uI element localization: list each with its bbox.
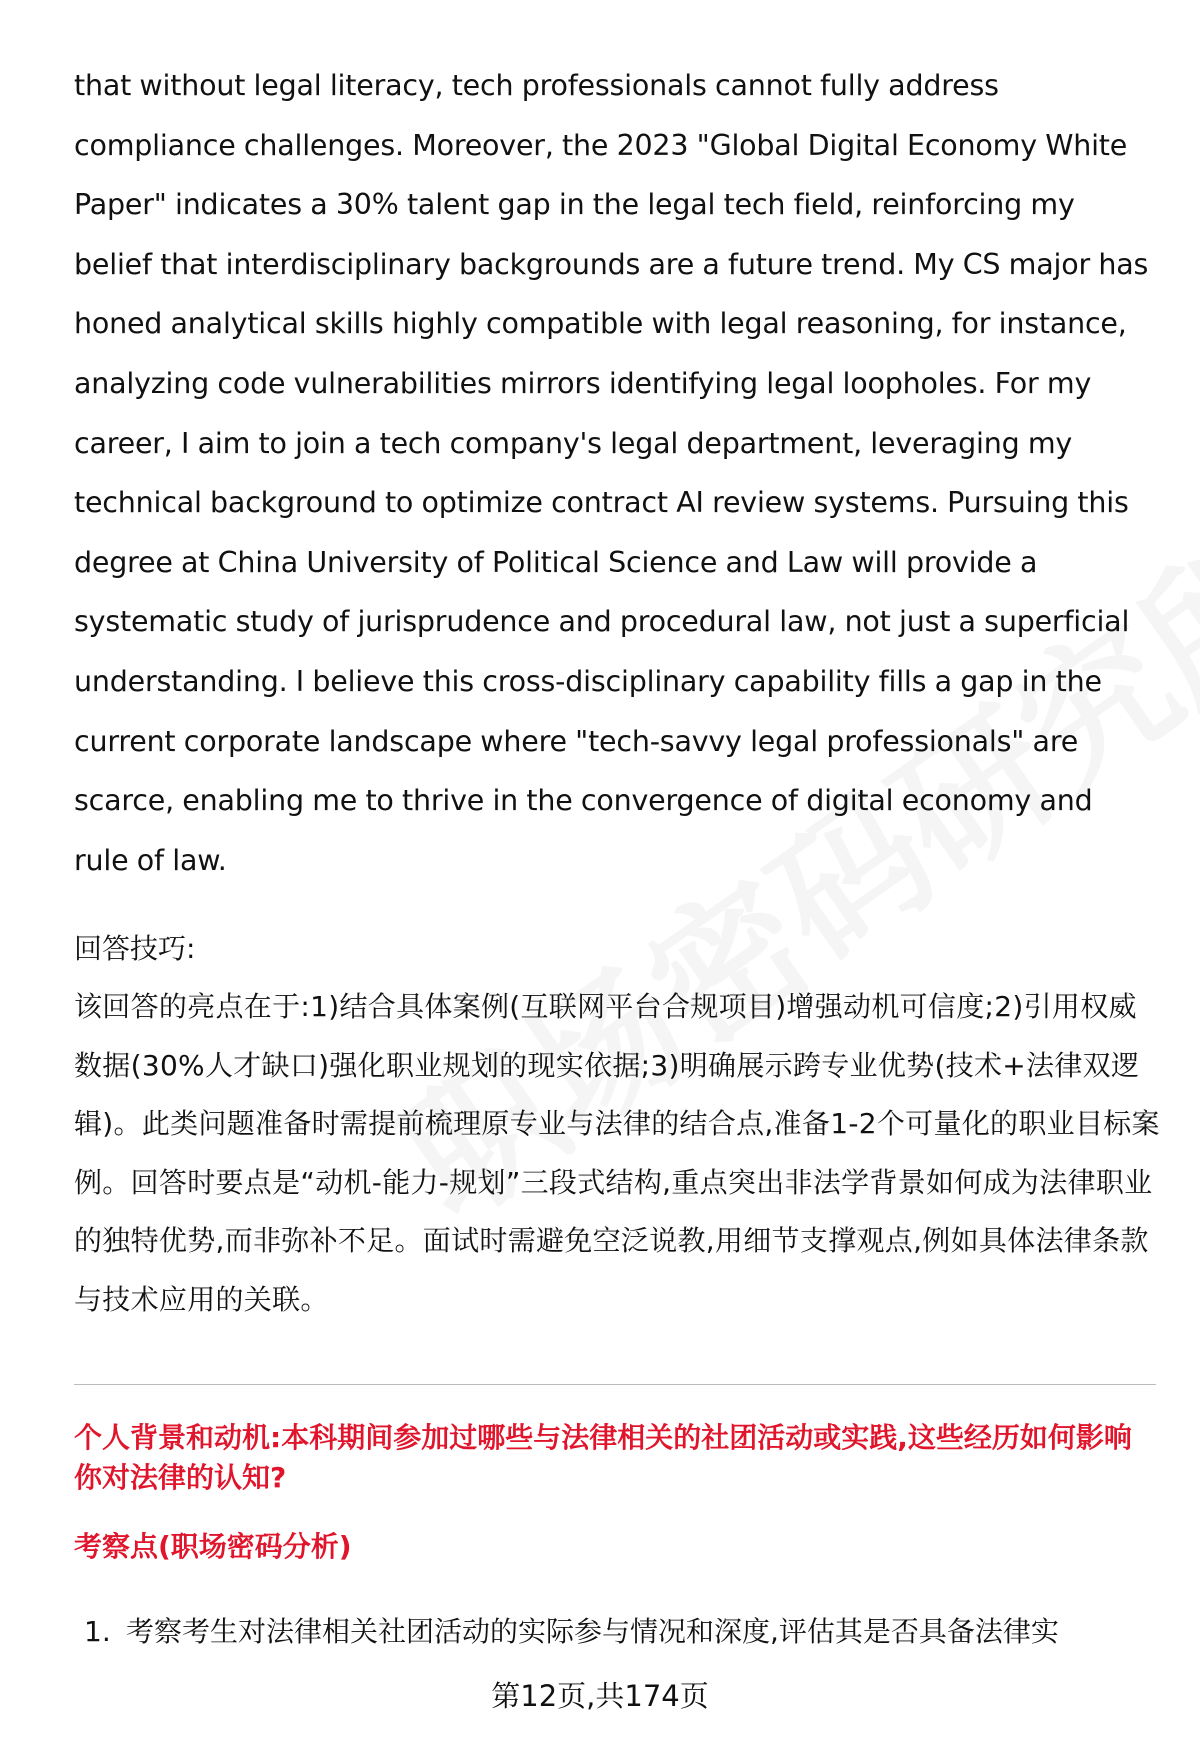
focus-heading: 考察点(职场密码分析) — [74, 1530, 352, 1563]
section-divider — [74, 1384, 1156, 1385]
list-item-number: 1. — [84, 1615, 111, 1648]
page-footer: 第12页,共174页 — [491, 1679, 709, 1713]
answer-paragraph-en: that without legal literacy, tech professionals cannot fully address compliance challenges. Moreover, the 2023 "Global Digital Economy White Paper" indicates a 30% talent gap in the legal tech field, reinforcing my belief that interdisciplinary backgrounds are a future trend. My CS major has honed analytical skills highly compatible with legal reasoning, for instance, analyzing code vulnerabilities mirrors identifying legal loopholes. For my career, I aim to join a tech company's legal department, leveraging my technical background to optimize contract AI review systems. Pursuing this degree at China University of Political Science and Law will provide a systematic study of jurisprudence and procedural law, not just a superficial understanding. I believe this cross-disciplinary capability fills a gap in the current corporate landscape where "tech-savvy legal professionals" are scarce, enabling me to thrive in the convergence of digital economy and rule of law. — [74, 69, 1149, 877]
question-heading: 个人背景和动机:本科期间参加过哪些与法律相关的社团活动或实践,这些经历如何影响你对法律的认知? — [74, 1421, 1132, 1494]
tips-heading: 回答技巧: — [74, 932, 196, 965]
list-item — [84, 1612, 1164, 1652]
tips-paragraph: 该回答的亮点在于:1)结合具体案例(互联网平台合规项目)增强动机可信度;2)引用权威数据(30%人才缺口)强化职业规划的现实依据;3)明确展示跨专业优势(技术+法律双逻辑)。此类问题准备时需提前梳理原专业与法律的结合点,准备1-2个可量化的职业目标案例。回答时要点是“动机-能力-规划”三段式结构,重点突出非法学背景如何成为法律职业的独特优势,而非弥补不足。面试时需避免空泛说教,用细节支撑观点,例如具体法律条款与技术应用的关联。 — [74, 990, 1160, 1316]
list-item-text: 考察考生对法律相关社团活动的实际参与情况和深度,评估其是否具备法律实 — [126, 1615, 1059, 1648]
answer-section — [74, 56, 1154, 890]
